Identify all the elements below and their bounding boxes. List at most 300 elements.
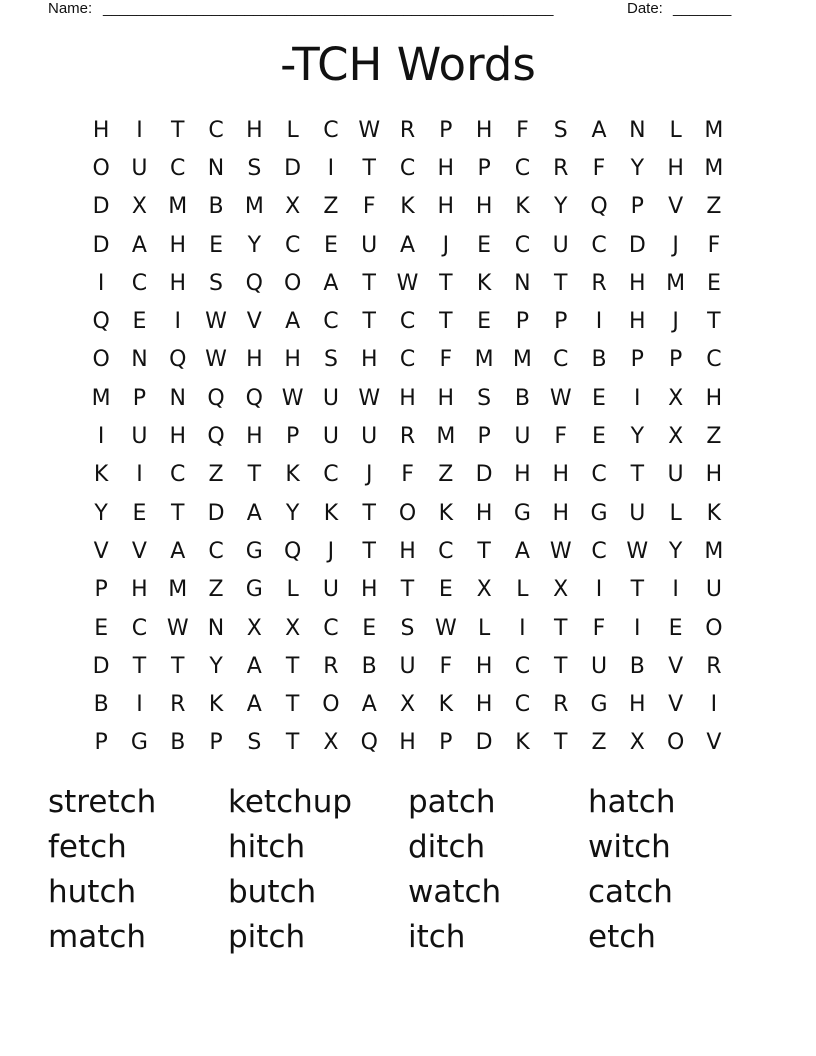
grid-letter: T [285, 692, 300, 718]
grid-letter: U [361, 424, 378, 450]
grid-letter: Y [94, 500, 108, 526]
grid-letter: J [365, 462, 373, 488]
grid-letter: W [549, 385, 572, 411]
grid-letter: T [362, 270, 376, 296]
grid-letter: T [707, 309, 721, 335]
grid-letter: U [552, 232, 569, 258]
grid-letter: P [630, 347, 644, 373]
grid-letter: P [94, 730, 108, 756]
grid-letter: T [132, 653, 147, 679]
grid-letter: H [629, 270, 646, 296]
grid-letter: W [205, 347, 227, 373]
grid-letter: E [438, 577, 453, 603]
grid-letter: K [515, 194, 530, 220]
grid-letter: H [514, 462, 531, 488]
grid-letter: J [327, 538, 335, 564]
grid-letter: A [246, 500, 262, 526]
grid-letter: U [322, 385, 339, 411]
grid-letter: A [399, 232, 416, 258]
grid-letter: N [207, 155, 225, 181]
grid-letter: C [399, 309, 416, 335]
grid-letter: C [208, 538, 224, 564]
grid-letter: U [322, 424, 339, 450]
grid-letter: K [476, 270, 492, 296]
grid-letter: X [285, 615, 301, 641]
grid-letter: M [474, 347, 494, 373]
grid-letter: N [514, 270, 531, 296]
grid-letter: H [475, 500, 493, 526]
grid-letter: P [554, 309, 568, 335]
grid-letter: R [591, 270, 607, 296]
grid-letter: O [705, 615, 723, 641]
grid-letter: H [131, 577, 148, 603]
grid-letter: L [669, 117, 682, 143]
grid-letter: M [91, 385, 111, 411]
grid-letter: C [591, 462, 607, 488]
grid-letter: U [590, 653, 608, 679]
grid-letter: X [131, 194, 147, 220]
grid-letter: O [322, 692, 340, 718]
grid-letter: C [131, 615, 148, 641]
grid-letter: M [168, 194, 188, 220]
word-bank-item: ditch [408, 829, 486, 865]
grid-letter: Y [247, 232, 262, 258]
grid-letter: Q [92, 309, 110, 335]
grid-letter: Y [553, 194, 568, 220]
grid-letter: M [512, 347, 532, 373]
grid-letter: D [628, 232, 646, 258]
grid-letter: U [361, 232, 378, 258]
grid-letter: P [477, 424, 491, 450]
grid-letter: U [705, 577, 722, 603]
grid-letter: U [514, 424, 531, 450]
grid-letter: D [475, 462, 493, 488]
word-bank-item: watch [408, 874, 502, 910]
grid-letter: C [323, 462, 339, 488]
grid-letter: T [553, 615, 568, 641]
grid-letter: T [362, 500, 376, 526]
grid-letter: F [554, 424, 568, 450]
grid-letter: N [131, 347, 148, 373]
grid-letter: W [281, 385, 304, 411]
grid-letter: E [592, 424, 606, 450]
grid-letter: X [668, 385, 684, 411]
grid-letter: H [246, 117, 263, 143]
grid-letter: T [439, 270, 453, 296]
grid-letter: W [626, 538, 649, 564]
grid-letter: K [400, 194, 415, 220]
grid-letter: P [285, 424, 300, 450]
grid-letter: H [246, 424, 263, 450]
grid-letter: T [439, 309, 453, 335]
grid-letter: E [477, 309, 492, 335]
grid-letter: X [323, 730, 339, 756]
grid-letter: L [516, 577, 529, 603]
grid-letter: X [668, 424, 684, 450]
grid-letter: C [323, 615, 339, 641]
grid-letter: Q [590, 194, 608, 220]
grid-letter: Z [706, 424, 722, 450]
grid-letter: S [323, 347, 338, 373]
grid-letter: P [668, 347, 683, 373]
grid-letter: H [399, 385, 416, 411]
grid-letter: Q [207, 385, 225, 411]
grid-letter: T [362, 538, 376, 564]
grid-letter: K [706, 500, 722, 526]
grid-letter: H [475, 653, 493, 679]
grid-letter: S [477, 385, 492, 411]
grid-letter: G [245, 538, 263, 564]
grid-letter: X [629, 730, 645, 756]
date-blank-line: _______ [673, 0, 732, 17]
grid-letter: C [323, 309, 339, 335]
date-label: Date: [627, 0, 663, 17]
grid-letter: G [130, 730, 148, 756]
grid-letter: S [553, 117, 568, 143]
grid-letter: N [169, 385, 186, 411]
grid-letter: S [247, 155, 262, 181]
word-bank-item: ketchup [228, 784, 353, 820]
grid-letter: M [704, 117, 724, 143]
grid-letter: H [629, 692, 646, 718]
grid-letter: F [439, 653, 453, 679]
grid-letter: T [553, 653, 568, 679]
grid-letter: T [362, 309, 376, 335]
grid-letter: T [285, 730, 300, 756]
grid-letter: C [514, 653, 531, 679]
grid-letter: H [92, 117, 110, 143]
grid-letter: U [131, 424, 148, 450]
grid-letter: H [437, 385, 455, 411]
grid-letter: O [92, 155, 110, 181]
grid-letter: G [513, 500, 531, 526]
grid-letter: Y [630, 155, 645, 181]
grid-letter: T [247, 462, 262, 488]
grid-letter: W [358, 385, 381, 411]
word-bank-item: patch [408, 784, 496, 820]
grid-letter: H [246, 347, 263, 373]
word-bank-item: match [48, 919, 147, 955]
grid-letter: L [477, 615, 491, 641]
grid-letter: H [360, 347, 378, 373]
grid-letter: C [514, 232, 531, 258]
grid-letter: H [552, 462, 569, 488]
grid-letter: V [131, 538, 147, 564]
grid-letter: Z [323, 194, 339, 220]
grid-letter: B [208, 194, 224, 220]
grid-letter: E [477, 232, 492, 258]
name-label: Name: [48, 0, 93, 17]
grid-letter: B [93, 692, 109, 718]
word-bank [48, 780, 768, 960]
grid-letter: N [207, 615, 225, 641]
grid-letter: P [515, 309, 530, 335]
grid-letter: F [439, 347, 453, 373]
grid-letter: R [706, 653, 722, 679]
grid-letter: K [515, 730, 530, 756]
grid-letter: V [246, 309, 262, 335]
grid-letter: V [668, 653, 684, 679]
grid-letter: X [246, 615, 262, 641]
grid-letter: H [169, 270, 187, 296]
grid-letter: A [170, 538, 186, 564]
grid-letter: F [516, 117, 529, 143]
grid-letter: K [438, 692, 454, 718]
grid-letter: F [707, 232, 721, 258]
grid-letter: I [97, 270, 105, 296]
grid-letter: H [437, 155, 455, 181]
grid-letter: U [131, 155, 148, 181]
grid-letter: W [205, 309, 227, 335]
grid-letter: X [476, 577, 492, 603]
grid-letter: E [209, 232, 223, 258]
grid-letter: E [592, 385, 606, 411]
grid-letter: I [710, 692, 718, 718]
grid-letter: Z [706, 194, 722, 220]
grid-letter: I [136, 117, 143, 143]
grid-letter: T [171, 500, 185, 526]
grid-letter: I [672, 577, 679, 603]
grid-letter: Z [208, 577, 224, 603]
grid-letter: C [514, 692, 531, 718]
grid-letter: V [706, 730, 722, 756]
grid-letter: I [97, 424, 105, 450]
grid-letter: M [244, 194, 264, 220]
grid-letter: U [399, 653, 416, 679]
grid-letter: Q [169, 347, 187, 373]
grid-letter: L [286, 577, 299, 603]
grid-letter: P [477, 155, 491, 181]
grid-letter: K [438, 500, 454, 526]
grid-letter: Q [360, 730, 378, 756]
word-search-grid [82, 111, 733, 762]
grid-letter: F [401, 462, 414, 488]
grid-letter: H [475, 692, 493, 718]
grid-letter: Y [209, 653, 223, 679]
grid-letter: E [706, 270, 721, 296]
grid-letter: H [169, 424, 187, 450]
grid-letter: O [283, 270, 302, 296]
grid-letter: H [705, 462, 723, 488]
grid-letter: I [327, 155, 335, 181]
grid-letter: T [553, 730, 568, 756]
grid-letter: H [360, 577, 378, 603]
grid-letter: I [174, 309, 181, 335]
grid-letter: E [132, 500, 147, 526]
grid-letter: P [439, 117, 453, 143]
grid-letter: Z [438, 462, 454, 488]
grid-letter: X [553, 577, 569, 603]
grid-letter: K [285, 462, 300, 488]
grid-letter: E [132, 309, 147, 335]
grid-letter: A [323, 270, 339, 296]
grid-letter: O [666, 730, 685, 756]
grid-letter: B [170, 730, 186, 756]
grid-letter: C [438, 538, 454, 564]
grid-letter: M [666, 270, 686, 296]
grid-letter: H [552, 500, 569, 526]
grid-letter: M [168, 577, 188, 603]
grid-letter: B [629, 653, 645, 679]
grid-letter: L [669, 500, 682, 526]
grid-letter: I [634, 615, 641, 641]
grid-letter: M [704, 538, 724, 564]
word-bank-item: fetch [48, 829, 127, 865]
grid-letter: C [399, 347, 416, 373]
grid-letter: B [361, 653, 377, 679]
grid-letter: P [439, 730, 453, 756]
grid-letter: H [475, 117, 493, 143]
grid-letter: C [591, 538, 607, 564]
grid-letter: W [549, 538, 572, 564]
grid-letter: T [171, 117, 185, 143]
grid-letter: H [169, 232, 187, 258]
word-bank-item: hatch [588, 784, 676, 820]
grid-letter: P [209, 730, 223, 756]
grid-letter: B [514, 385, 530, 411]
grid-letter: A [285, 309, 301, 335]
grid-letter: U [629, 500, 646, 526]
grid-letter: U [322, 577, 339, 603]
grid-letter: J [672, 309, 679, 335]
grid-letter: K [208, 692, 224, 718]
grid-letter: W [166, 615, 189, 641]
grid-letter: T [630, 577, 645, 603]
worksheet-header [48, 0, 748, 20]
name-blank-line: ______________________________________________________ [103, 0, 554, 17]
word-bank-item: stretch [48, 784, 157, 820]
grid-letter: P [94, 577, 108, 603]
grid-letter: O [92, 347, 110, 373]
grid-letter: D [92, 194, 110, 220]
grid-letter: C [170, 462, 186, 488]
grid-letter: X [399, 692, 416, 718]
grid-letter: H [667, 155, 684, 181]
grid-letter: W [358, 117, 381, 143]
grid-letter: I [136, 692, 143, 718]
grid-letter: Y [285, 500, 300, 526]
grid-letter: N [629, 117, 646, 143]
grid-letter: I [595, 577, 603, 603]
grid-letter: A [361, 692, 377, 718]
grid-letter: I [519, 615, 526, 641]
grid-letter: P [132, 385, 147, 411]
grid-letter: D [92, 232, 110, 258]
grid-letter: E [668, 615, 683, 641]
grid-letter: S [209, 270, 224, 296]
grid-letter: C [323, 117, 339, 143]
grid-letter: J [672, 232, 679, 258]
grid-letter: V [93, 538, 109, 564]
grid-letter: S [247, 730, 262, 756]
grid-letter: R [399, 117, 416, 143]
grid-letter: I [595, 309, 603, 335]
grid-letter: E [362, 615, 377, 641]
grid-letter: W [396, 270, 419, 296]
grid-letter: A [591, 117, 607, 143]
grid-letter: C [553, 347, 569, 373]
grid-letter: H [437, 194, 455, 220]
grid-letter: Q [283, 538, 302, 564]
grid-letter: C [284, 232, 301, 258]
grid-letter: R [323, 653, 339, 679]
grid-letter: W [434, 615, 457, 641]
grid-letter: R [553, 155, 569, 181]
word-bank-item: hutch [48, 874, 137, 910]
grid-letter: S [400, 615, 415, 641]
word-bank-item: itch [408, 919, 466, 955]
grid-letter: T [630, 462, 645, 488]
grid-letter: D [207, 500, 225, 526]
grid-letter: T [171, 653, 185, 679]
word-bank-item: butch [228, 874, 317, 910]
grid-letter: I [634, 385, 641, 411]
grid-letter: C [131, 270, 148, 296]
grid-letter: H [475, 194, 493, 220]
grid-letter: T [400, 577, 415, 603]
grid-letter: R [553, 692, 569, 718]
word-bank-item: witch [588, 829, 671, 865]
grid-letter: K [93, 462, 109, 488]
grid-letter: A [246, 653, 262, 679]
grid-letter: J [442, 232, 450, 258]
word-bank-item: catch [588, 874, 673, 910]
grid-letter: F [592, 155, 606, 181]
grid-letter: G [245, 577, 263, 603]
grid-letter: Q [245, 270, 263, 296]
grid-letter: I [136, 462, 143, 488]
grid-letter: M [436, 424, 456, 450]
grid-letter: D [284, 155, 302, 181]
grid-letter: T [477, 538, 491, 564]
grid-letter: O [398, 500, 417, 526]
grid-letter: H [284, 347, 301, 373]
grid-letter: Q [245, 385, 263, 411]
grid-letter: T [285, 653, 300, 679]
grid-letter: R [170, 692, 186, 718]
grid-letter: F [362, 194, 376, 220]
grid-letter: Z [591, 730, 607, 756]
grid-letter: H [399, 730, 416, 756]
grid-letter: C [208, 117, 224, 143]
grid-letter: L [286, 117, 299, 143]
grid-letter: D [475, 730, 493, 756]
word-bank-item: etch [588, 919, 656, 955]
grid-letter: T [362, 155, 376, 181]
grid-letter: C [706, 347, 722, 373]
grid-letter: P [630, 194, 644, 220]
grid-letter: A [514, 538, 530, 564]
grid-letter: E [94, 615, 109, 641]
grid-letter: G [590, 692, 608, 718]
page-title: -TCH Words [280, 38, 536, 91]
grid-letter: D [92, 653, 110, 679]
grid-letter: A [246, 692, 262, 718]
grid-letter: C [591, 232, 607, 258]
grid-letter: A [131, 232, 147, 258]
grid-letter: H [705, 385, 723, 411]
word-bank-item: hitch [228, 829, 306, 865]
word-bank-item: pitch [228, 919, 306, 955]
grid-letter: C [399, 155, 416, 181]
grid-letter: X [285, 194, 301, 220]
grid-letter: B [591, 347, 607, 373]
grid-letter: C [514, 155, 531, 181]
grid-letter: M [704, 155, 724, 181]
grid-letter: K [323, 500, 339, 526]
grid-letter: T [553, 270, 568, 296]
grid-letter: R [399, 424, 416, 450]
